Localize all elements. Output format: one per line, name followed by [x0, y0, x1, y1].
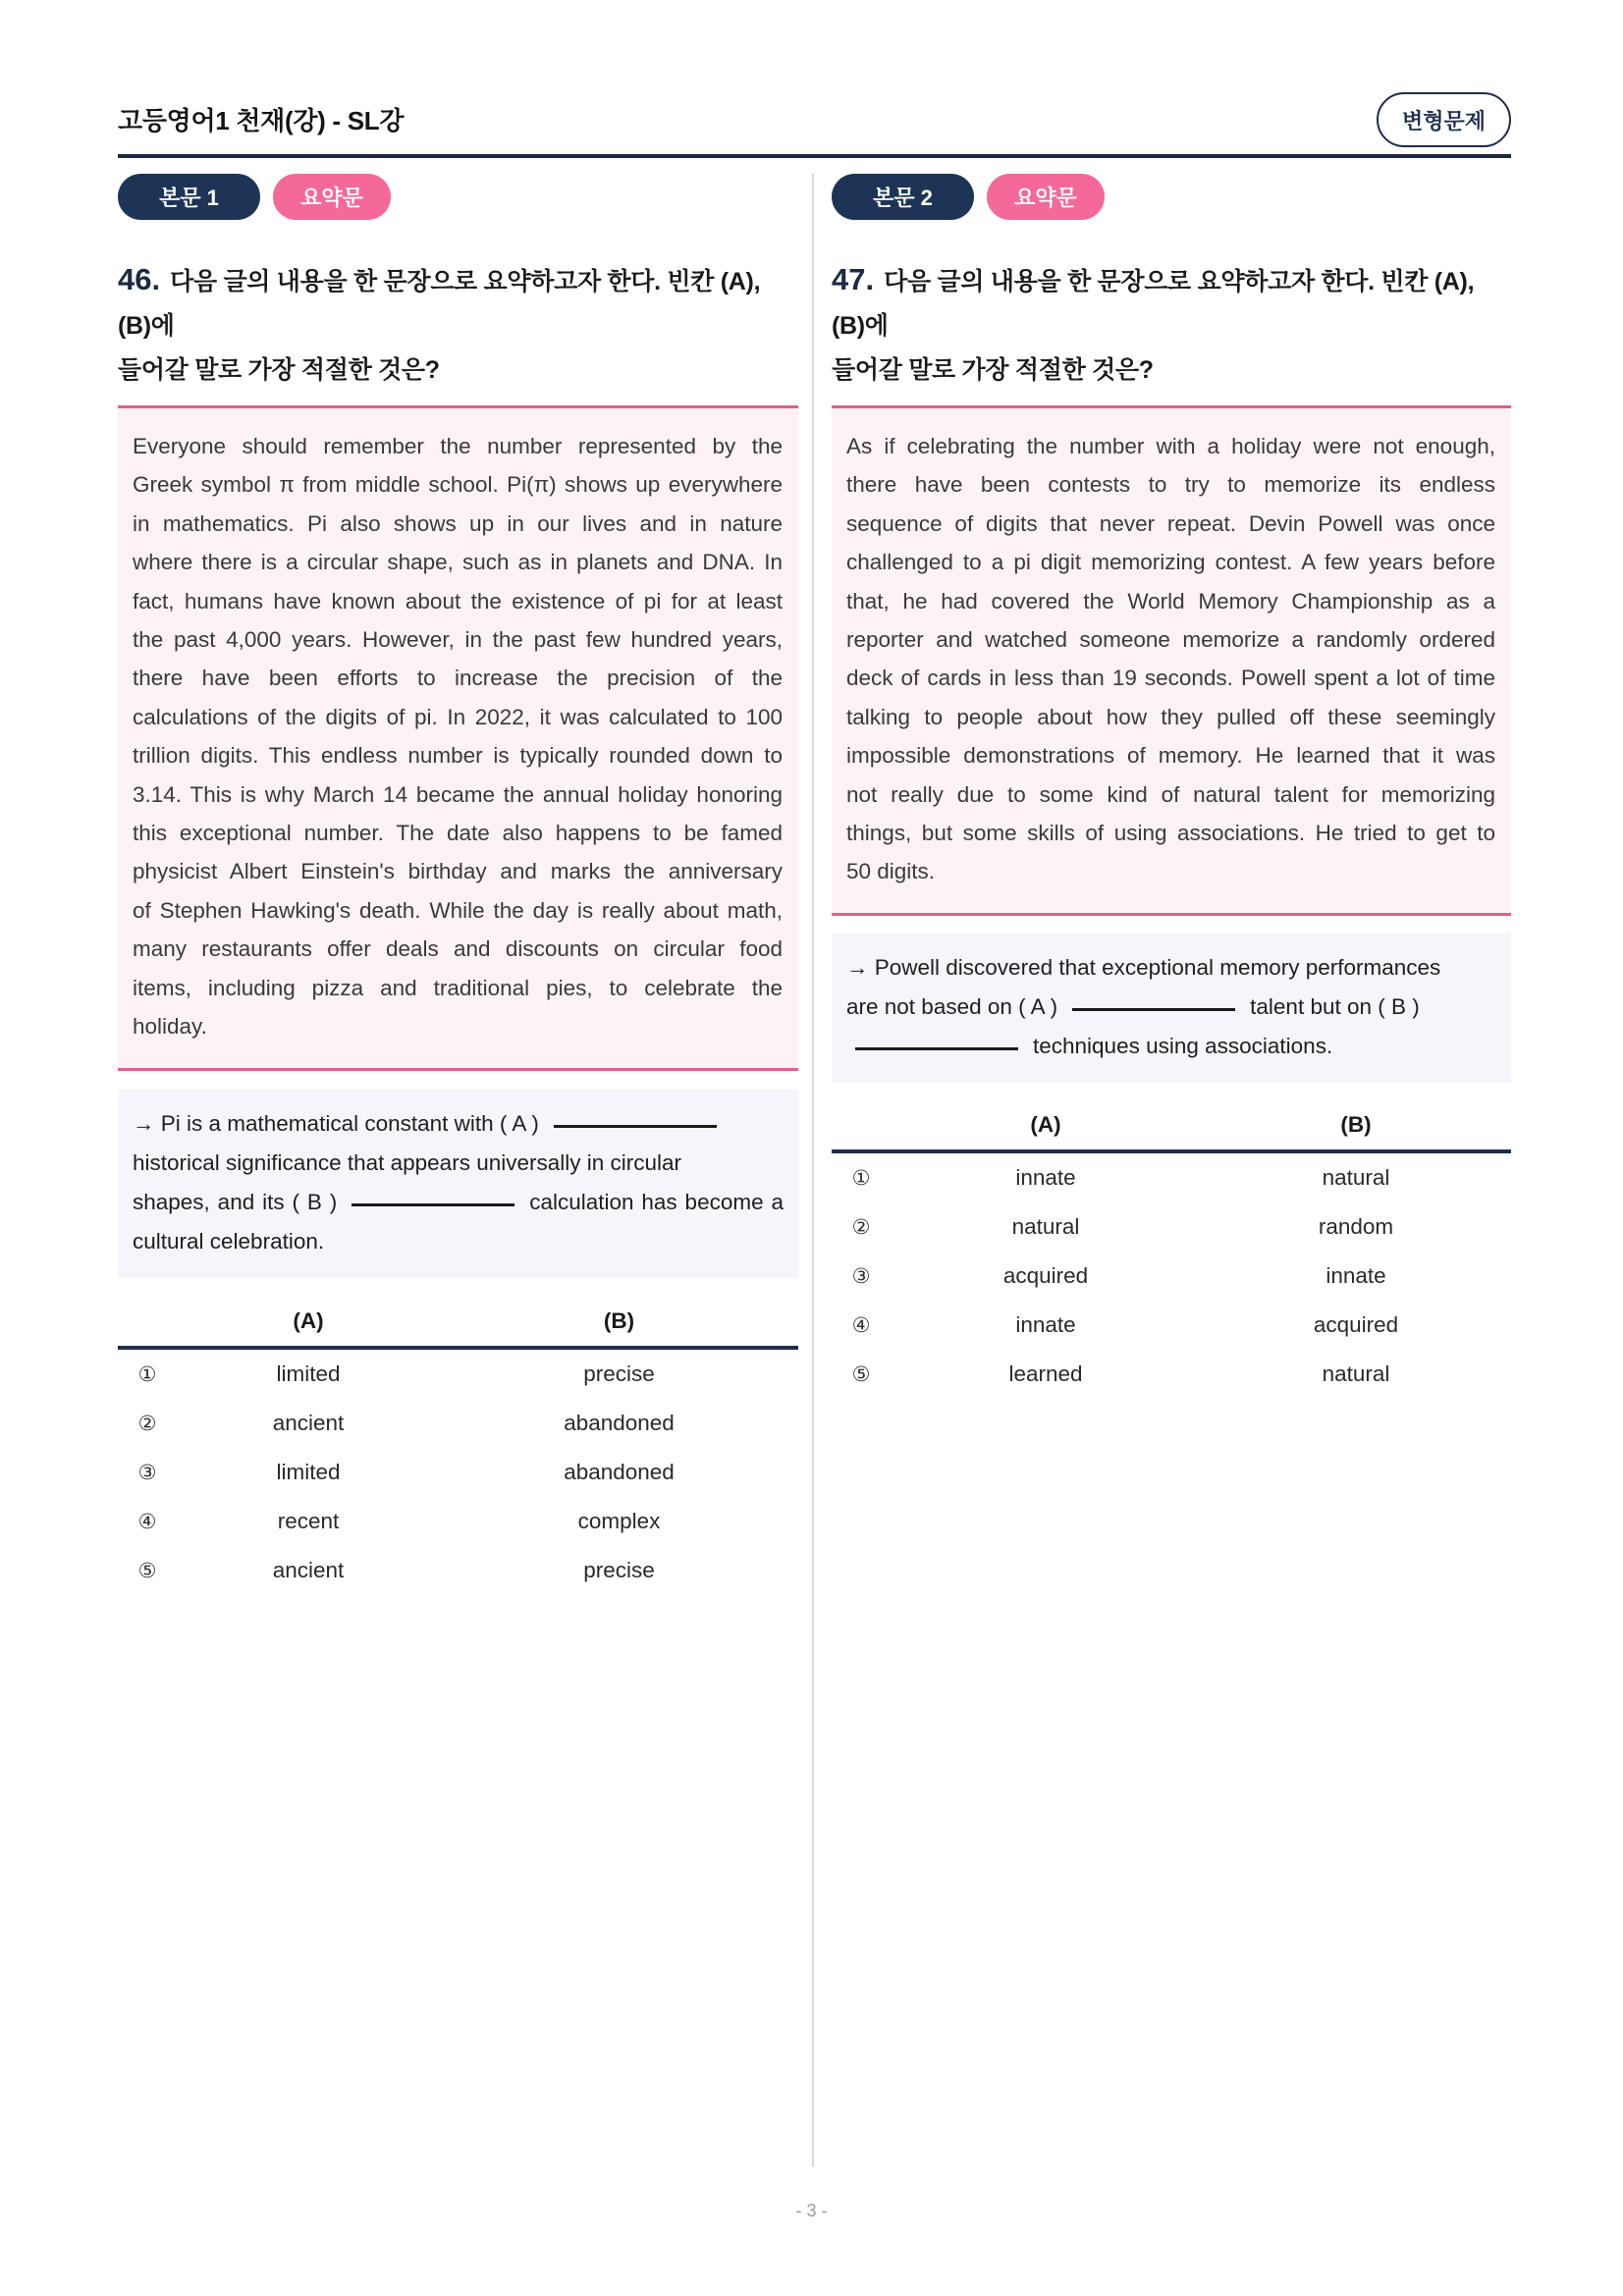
option-row — [118, 1448, 798, 1497]
answer-blank — [1072, 1008, 1235, 1011]
option-a: ancient — [272, 1410, 345, 1435]
option-a: recent — [277, 1508, 340, 1533]
option-b: complex — [577, 1508, 661, 1533]
option-number: ① — [851, 1165, 871, 1190]
passage-box — [832, 408, 1511, 913]
passage-line: Greek symbol π from middle school. Pi(π) shows up everywhere — [133, 472, 783, 498]
option-b: abandoned — [564, 1410, 675, 1435]
option-a: ancient — [272, 1557, 345, 1582]
passage-line: 3.14. This is why March 14 became the annual holiday honoring — [133, 781, 783, 807]
passage-line: items, including pizza and traditional pies, to celebrate the — [133, 975, 783, 1000]
option-number: ⑤ — [851, 1362, 871, 1386]
passage-line: physicist Albert Einstein's birthday and marks the anniversary — [133, 859, 783, 884]
passage-line: talking to people about how they pulled off these seemingly — [846, 704, 1495, 729]
option-number: ③ — [851, 1263, 871, 1288]
summary-text: talent but on ( B ) — [1250, 993, 1420, 1019]
option-row — [118, 1497, 798, 1546]
question-prompt — [832, 257, 1511, 393]
passage-line: in mathematics. Pi also shows up in our lives and in nature — [133, 510, 783, 536]
passage-bottom-rule — [832, 913, 1511, 916]
answer-options-table — [832, 1100, 1511, 1399]
option-a: innate — [1015, 1311, 1076, 1337]
summary-line — [846, 948, 1496, 988]
option-b: precise — [583, 1557, 655, 1582]
summary-text: cultural celebration. — [133, 1228, 325, 1254]
summary-text: shapes, and its ( B ) — [133, 1189, 338, 1214]
summary-line — [133, 1222, 784, 1261]
question-prompt-text: 다음 글의 내용을 한 문장으로 요약하고자 한다. 빈칸 (A), (B)에 — [832, 268, 1475, 340]
question-prompt-text: 다음 글의 내용을 한 문장으로 요약하고자 한다. 빈칸 (A), (B)에 — [118, 268, 761, 340]
option-row — [118, 1399, 798, 1448]
passage-line: trillion digits. This endless number is typically rounded down to — [133, 743, 783, 769]
option-number: ⑤ — [137, 1558, 157, 1582]
option-a: innate — [1015, 1164, 1076, 1190]
options-header — [118, 1297, 798, 1350]
summary-line — [133, 1183, 784, 1222]
passage-line: that, he had covered the World Memory Championship as a — [846, 588, 1495, 614]
option-a: acquired — [1002, 1262, 1089, 1288]
question-prompt-line: 들어갈 말로 가장 적절한 것은? — [832, 356, 1154, 384]
option-number: ② — [137, 1411, 157, 1435]
passage-line: the past 4,000 years. However, in the past few hundred years, — [133, 627, 783, 653]
question-prompt-line: 들어갈 말로 가장 적절한 것은? — [118, 356, 440, 384]
option-b: natural — [1322, 1164, 1390, 1190]
section-tags — [118, 174, 798, 220]
passage-line: of Stephen Hawking's death. While the day is really about math, — [133, 897, 783, 923]
summary-line — [133, 1104, 784, 1144]
option-row — [118, 1546, 798, 1595]
section-pill: 본문 2 — [832, 174, 974, 220]
passage-line: Everyone should remember the number represented by the — [133, 434, 783, 458]
question-type-pill: 요약문 — [273, 174, 391, 220]
summary-text: → Pi is a mathematical constant with ( A ) — [133, 1110, 539, 1136]
question-prompt — [118, 257, 798, 393]
variant-badge: 변형문제 — [1377, 92, 1511, 147]
answer-blank — [554, 1125, 717, 1128]
passage-line: deck of cards in less than 19 seconds. Powell spent a lot of time — [846, 666, 1495, 691]
passage-line: As if celebrating the number with a holiday were not enough, — [846, 434, 1495, 458]
question-prompt-line — [118, 257, 798, 348]
passage-line: holiday. — [133, 1014, 207, 1040]
passage-line: things, but some skills of using associations. He tried to get to — [846, 821, 1495, 846]
question-column-47 — [832, 174, 1511, 1399]
option-number: ④ — [851, 1312, 871, 1337]
summary-line — [846, 1027, 1496, 1066]
header-rule — [118, 154, 1511, 158]
question-type-pill: 요약문 — [987, 174, 1105, 220]
question-prompt-line — [832, 257, 1511, 348]
option-row — [832, 1252, 1511, 1301]
summary-text: techniques using associations. — [1033, 1033, 1333, 1058]
question-column-46 — [118, 174, 798, 1595]
option-b: natural — [1322, 1361, 1390, 1386]
option-row — [832, 1301, 1511, 1350]
passage-line: where there is a circular shape, such as in planets and DNA. In — [133, 550, 783, 575]
summary-text: are not based on ( A ) — [846, 993, 1058, 1019]
passage-line: there have been efforts to increase the precision of the — [133, 666, 783, 691]
option-b: innate — [1325, 1262, 1386, 1288]
section-tags — [832, 174, 1511, 220]
passage-line: challenged to a pi digit memorizing contest. A few years before — [846, 550, 1495, 575]
passage-bottom-rule — [118, 1068, 798, 1071]
question-number: 47. — [832, 262, 875, 296]
summary-line — [133, 1144, 784, 1183]
passage-line: there have been contests to try to memorize its endless — [846, 472, 1495, 498]
column-divider — [812, 174, 814, 2166]
summary-line — [846, 988, 1496, 1027]
option-number: ② — [851, 1214, 871, 1239]
option-number: ① — [137, 1362, 157, 1386]
summary-box — [118, 1090, 798, 1278]
document-title: 고등영어1 천재(강) - SL강 — [118, 106, 405, 135]
passage-line: not really due to some kind of natural talent for memorizing — [846, 781, 1495, 807]
summary-box — [832, 933, 1511, 1083]
passage-line: many restaurants offer deals and discounts on circular food — [133, 936, 783, 962]
option-row — [832, 1153, 1511, 1202]
summary-text: calculation has become a — [529, 1189, 784, 1214]
option-number: ③ — [137, 1460, 157, 1484]
option-row — [118, 1350, 798, 1399]
option-b: random — [1318, 1213, 1394, 1239]
answer-blank — [352, 1203, 514, 1206]
option-number: ④ — [137, 1509, 157, 1533]
section-pill: 본문 1 — [118, 174, 260, 220]
passage-box — [118, 408, 798, 1068]
option-a: natural — [1011, 1213, 1080, 1239]
summary-text: → Powell discovered that exceptional memory performances — [846, 954, 1441, 980]
options-header — [832, 1100, 1511, 1153]
passage-line: impossible demonstrations of memory. He learned that it was — [846, 743, 1495, 769]
passage-line: reporter and watched someone memorize a randomly ordered — [846, 627, 1495, 653]
answer-blank — [855, 1047, 1018, 1050]
option-a: limited — [276, 1361, 341, 1386]
column-b-header: (B) — [603, 1308, 635, 1333]
page-number: - 3 - — [795, 2201, 828, 2220]
option-b: acquired — [1313, 1311, 1399, 1337]
question-number: 46. — [118, 262, 161, 296]
option-a: limited — [276, 1459, 341, 1484]
column-a-header: (A) — [1030, 1111, 1061, 1137]
passage-line: sequence of digits that never repeat. Devin Powell was once — [846, 510, 1495, 536]
answer-options-table — [118, 1297, 798, 1595]
column-b-header: (B) — [1340, 1111, 1372, 1137]
passage-line: calculations of the digits of pi. In 2022, it was calculated to 100 — [133, 704, 783, 729]
passage-line: 50 digits. — [846, 859, 936, 884]
option-b: abandoned — [564, 1459, 675, 1484]
option-a: learned — [1008, 1361, 1083, 1386]
passage-line: fact, humans have known about the existence of pi for at least — [133, 588, 783, 614]
option-row — [832, 1202, 1511, 1252]
option-b: precise — [583, 1361, 655, 1386]
column-a-header: (A) — [293, 1308, 324, 1333]
passage-line: this exceptional number. The date also happens to be famed — [133, 821, 783, 846]
summary-text: historical significance that appears universally in circular — [133, 1149, 682, 1175]
option-row — [832, 1350, 1511, 1399]
